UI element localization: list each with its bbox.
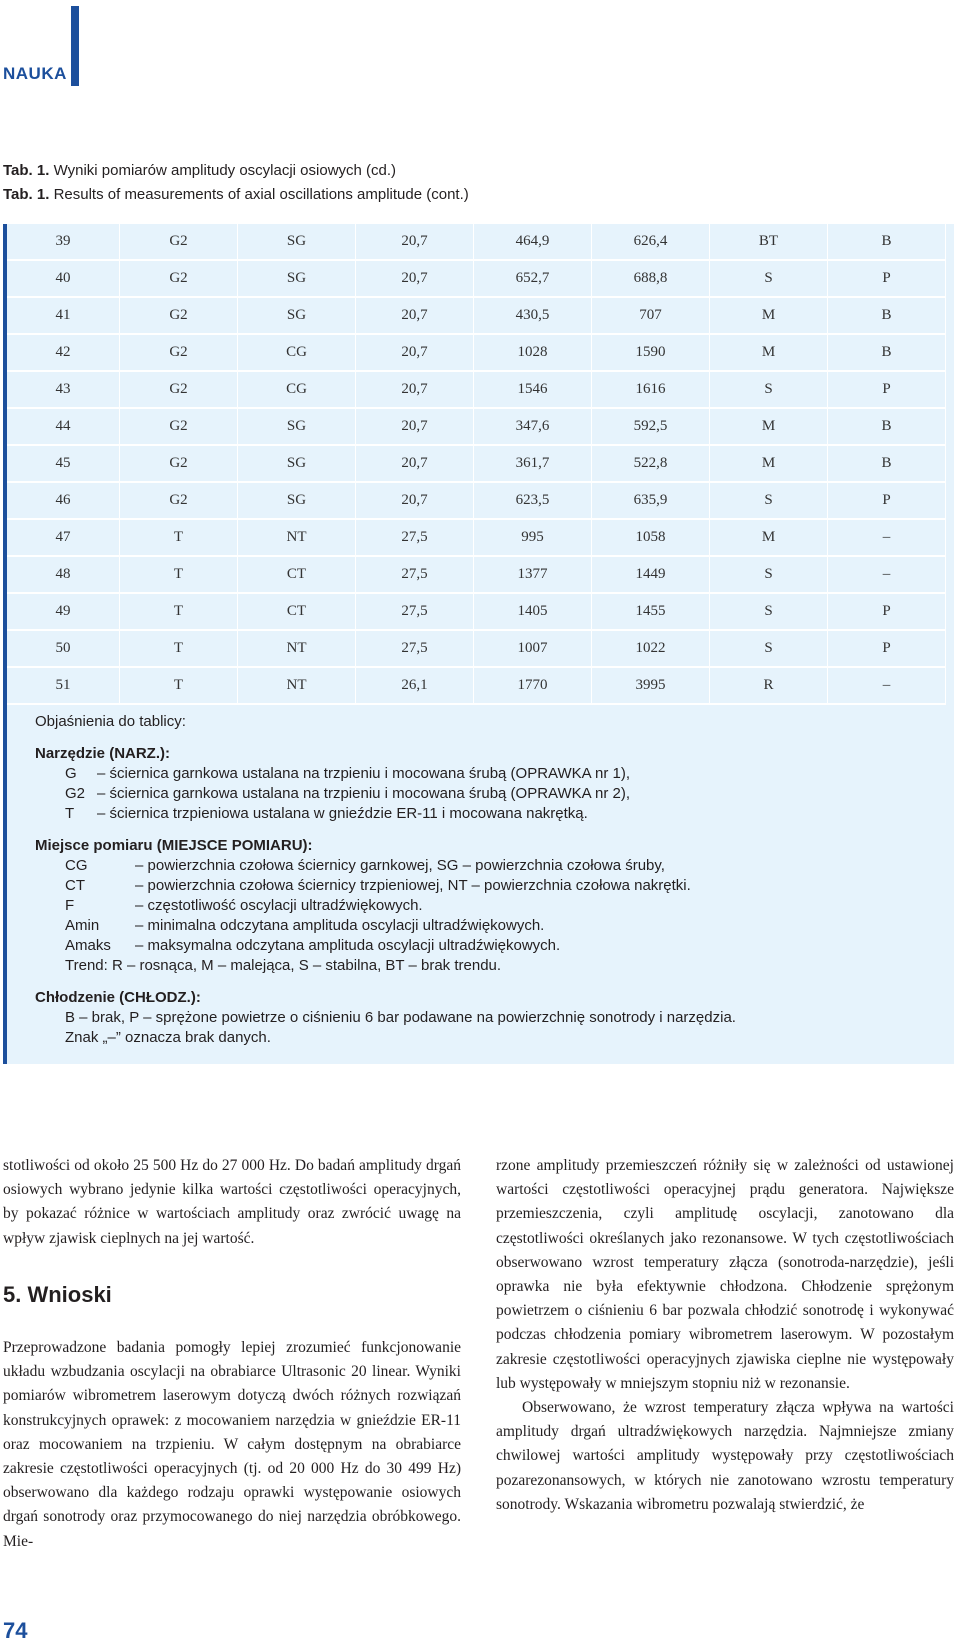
- section-heading: 5. Wnioski: [3, 1282, 112, 1307]
- table-row: [7, 445, 946, 482]
- table-cell: 1022: [592, 630, 710, 667]
- table-cell: M: [710, 519, 828, 556]
- table-cell: 49: [7, 593, 120, 630]
- results-table-body: [7, 224, 946, 704]
- table-row: [7, 297, 946, 334]
- table-row: [7, 224, 946, 260]
- legend-text: – częstotliwość oscylacji ultradźwiękowych.: [135, 897, 423, 914]
- table-caption-pl: [3, 162, 396, 179]
- table-cell: NT: [238, 519, 356, 556]
- legend-place-heading: Miejsce pomiaru (MIEJSCE POMIARU):: [35, 837, 313, 854]
- table-cell: 27,5: [356, 630, 474, 667]
- legend-item: [35, 804, 935, 824]
- caption-text: Results of measurements of axial oscillations amplitude (cont.): [53, 186, 469, 203]
- table-cell: SG: [238, 224, 356, 260]
- table-cell: B: [828, 445, 946, 482]
- table-cell: SG: [238, 297, 356, 334]
- table-cell: 41: [7, 297, 120, 334]
- table-cell: 1058: [592, 519, 710, 556]
- legend-text: – maksymalna odczytana amplituda oscylacji ultradźwiękowych.: [135, 937, 561, 954]
- table-cell: G2: [120, 224, 238, 260]
- results-table: [7, 224, 946, 705]
- legend-text: – ściernica garnkowa ustalana na trzpieniu i mocowana śrubą (OPRAWKA nr 1),: [97, 765, 631, 782]
- legend-item: [35, 764, 935, 784]
- table-cell: 1590: [592, 334, 710, 371]
- table-row: [7, 334, 946, 371]
- table-cell: 20,7: [356, 408, 474, 445]
- legend-trend: Trend: R – rosnąca, M – malejąca, S – stabilna, BT – brak trendu.: [65, 957, 502, 974]
- table-cell: 635,9: [592, 482, 710, 519]
- legend-text: – ściernica garnkowa ustalana na trzpieniu i mocowana śrubą (OPRAWKA nr 2),: [97, 785, 631, 802]
- table-cell: T: [120, 667, 238, 704]
- table-cell: CG: [238, 334, 356, 371]
- table-cell: 46: [7, 482, 120, 519]
- table-cell: 361,7: [474, 445, 592, 482]
- table-row: [7, 593, 946, 630]
- table-cell: 27,5: [356, 519, 474, 556]
- legend-tools-heading: Narzędzie (NARZ.):: [35, 745, 171, 762]
- table-cell: 43: [7, 371, 120, 408]
- left-column-top: [3, 1154, 461, 1251]
- table-cell: 26,1: [356, 667, 474, 704]
- table-cell: NT: [238, 630, 356, 667]
- right-column: [496, 1154, 954, 1517]
- legend-cooling-note: Znak „–” oznacza brak danych.: [65, 1029, 271, 1046]
- table-cell: B: [828, 297, 946, 334]
- results-table-box: [3, 224, 954, 1064]
- table-row: [7, 630, 946, 667]
- legend-text: – powierzchnia czołowa ściernicy garnkowej, SG – powierzchnia czołowa śruby,: [135, 857, 665, 874]
- table-cell: B: [828, 334, 946, 371]
- table-cell: B: [828, 224, 946, 260]
- table-row: [7, 482, 946, 519]
- paragraph: Przeprowadzone badania pomogły lepiej zrozumieć funkcjonowanie układu wzbudzania oscylacji na obrabiarce Ultrasonic 20 linear. Wyniki pomiarów wibrometrem laserowym dotyczą dwóch różnych rozwiązań konstrukcyjnych oprawek: z mocowaniem narzędzia w gnieździe ER-11 oraz mocowaniem na trzpieniu. W całym dostępnym na obrabiarce zakresie częstotliwości operacyjnych (tj. od 20 000 Hz do 30 499 Hz) obserwowano dla każdego rodzaju oprawki występowanie osiowych drgań sonotrody oraz przymocowanego do niej narzędzia obróbkowego. Mie-: [3, 1339, 461, 1550]
- table-cell: 51: [7, 667, 120, 704]
- legend-key: Amin: [65, 917, 100, 934]
- legend-item: [35, 936, 935, 956]
- table-cell: S: [710, 593, 828, 630]
- caption-label: Tab. 1.: [3, 186, 50, 203]
- table-cell: –: [828, 556, 946, 593]
- table-cell: 464,9: [474, 224, 592, 260]
- table-cell: 40: [7, 260, 120, 297]
- header-accent-bar: [71, 6, 79, 86]
- table-cell: 1455: [592, 593, 710, 630]
- table-cell: 44: [7, 408, 120, 445]
- table-cell: G2: [120, 371, 238, 408]
- table-cell: 45: [7, 445, 120, 482]
- table-cell: G2: [120, 260, 238, 297]
- table-cell: G2: [120, 297, 238, 334]
- legend-places-list: [35, 856, 935, 976]
- table-cell: SG: [238, 482, 356, 519]
- table-cell: 1546: [474, 371, 592, 408]
- table-cell: 47: [7, 519, 120, 556]
- table-cell: CG: [238, 371, 356, 408]
- table-cell: M: [710, 297, 828, 334]
- table-row: [7, 408, 946, 445]
- table-cell: T: [120, 593, 238, 630]
- table-cell: S: [710, 630, 828, 667]
- table-cell: NT: [238, 667, 356, 704]
- legend-cooling-heading: Chłodzenie (CHŁODZ.):: [35, 989, 201, 1006]
- table-row: [7, 260, 946, 297]
- table-cell: BT: [710, 224, 828, 260]
- legend-title: Objaśnienia do tablicy:: [35, 713, 186, 730]
- table-cell: 522,8: [592, 445, 710, 482]
- table-row: [7, 371, 946, 408]
- table-cell: 20,7: [356, 260, 474, 297]
- table-cell: 347,6: [474, 408, 592, 445]
- table-cell: S: [710, 371, 828, 408]
- table-cell: 1007: [474, 630, 592, 667]
- table-cell: 3995: [592, 667, 710, 704]
- legend-cooling-line: B – brak, P – sprężone powietrze o ciśnieniu 6 bar podawane na powierzchnię sonotrody i narzędzia.: [65, 1009, 736, 1026]
- legend-key: F: [65, 897, 75, 914]
- table-cell: 688,8: [592, 260, 710, 297]
- legend-item: [35, 876, 935, 896]
- table-cell: 1377: [474, 556, 592, 593]
- left-column-bottom: [3, 1336, 461, 1554]
- table-cell: 20,7: [356, 224, 474, 260]
- table-cell: T: [120, 556, 238, 593]
- table-cell: R: [710, 667, 828, 704]
- page-number: 74: [3, 1618, 28, 1643]
- table-cell: 707: [592, 297, 710, 334]
- table-cell: 430,5: [474, 297, 592, 334]
- table-legend: [35, 712, 935, 1048]
- table-cell: G2: [120, 408, 238, 445]
- legend-item: [35, 916, 935, 936]
- legend-key: Amaks: [65, 937, 111, 954]
- table-row: [7, 519, 946, 556]
- legend-key: G2: [65, 785, 86, 802]
- table-cell: P: [828, 593, 946, 630]
- table-cell: SG: [238, 445, 356, 482]
- table-cell: 39: [7, 224, 120, 260]
- table-cell: 27,5: [356, 556, 474, 593]
- section-label: NAUKA: [3, 64, 67, 83]
- table-cell: P: [828, 260, 946, 297]
- legend-item: [35, 896, 935, 916]
- table-cell: S: [710, 556, 828, 593]
- table-cell: 1616: [592, 371, 710, 408]
- table-cell: 1405: [474, 593, 592, 630]
- table-cell: 1770: [474, 667, 592, 704]
- table-cell: 623,5: [474, 482, 592, 519]
- table-cell: M: [710, 334, 828, 371]
- paragraph: stotliwości od około 25 500 Hz do 27 000 Hz. Do badań amplitudy drgań osiowych wybrano jedynie kilka wartości częstotliwości operacyjnych, by pokazać różnice w wartościach amplitudy oraz zwrócić uwagę na wpływ zjawisk cieplnych na jej wartość.: [3, 1157, 461, 1247]
- table-cell: 995: [474, 519, 592, 556]
- legend-key: CT: [65, 877, 85, 894]
- legend-text: – minimalna odczytana amplituda oscylacji ultradźwiękowych.: [135, 917, 545, 934]
- table-cell: 20,7: [356, 482, 474, 519]
- caption-text: Wyniki pomiarów amplitudy oscylacji osiowych (cd.): [53, 162, 397, 179]
- table-cell: S: [710, 482, 828, 519]
- table-cell: P: [828, 482, 946, 519]
- table-cell: 652,7: [474, 260, 592, 297]
- table-cell: SG: [238, 408, 356, 445]
- caption-label: Tab. 1.: [3, 162, 50, 179]
- legend-item: [35, 856, 935, 876]
- table-row: [7, 556, 946, 593]
- table-cell: S: [710, 260, 828, 297]
- table-cell: 20,7: [356, 334, 474, 371]
- paragraph: rzone amplitudy przemieszczeń różniły się w zależności od ustawionej wartości częstotliwości operacyjnej prądu generatora. Największe przemieszczenia, czyli amplitudę oscylacji, zanotowano dla częstotliwości określanych jako rezonansowe. W tych częstotliwościach obserwowano wzrost temperatury złącza (sonotroda-narzędzie), jeśli oprawka nie była efektywnie chłodzona. Chłodzenie sprężonym powietrzem o ciśnieniu 6 bar pozwala chłodzić sonotrodę i wykonywać podczas chłodzenia pomiary wibrometrem laserowym. W pozostałym zakresie częstotliwości operacyjnych zjawiska cieplne nie występowały lub występowały w mniejszym stopniu niż w rezonansie.: [496, 1157, 954, 1392]
- legend-tools-list: [35, 764, 935, 824]
- table-cell: SG: [238, 260, 356, 297]
- table-cell: 27,5: [356, 593, 474, 630]
- table-cell: 1028: [474, 334, 592, 371]
- table-cell: G2: [120, 445, 238, 482]
- table-cell: 20,7: [356, 297, 474, 334]
- table-cell: 20,7: [356, 371, 474, 408]
- table-cell: –: [828, 519, 946, 556]
- table-cell: M: [710, 445, 828, 482]
- table-cell: 592,5: [592, 408, 710, 445]
- table-cell: T: [120, 630, 238, 667]
- paragraph: Obserwowano, że wzrost temperatury złącza wpływa na wartości amplitudy drgań ultradźwiękowych narzędzia. Najmniejsze zmiany chwilowej wartości amplitudy występowały przy częstotliwościach pozarezonansowych, w których nie zanotowano wzrostu temperatury sonotrody. Wskazania wibrometru pozwalają stwierdzić, że: [496, 1399, 954, 1513]
- table-cell: CT: [238, 593, 356, 630]
- legend-text: – ściernica trzpieniowa ustalana w gnieździe ER-11 i mocowana nakrętką.: [97, 805, 588, 822]
- table-cell: G2: [120, 482, 238, 519]
- table-caption-en: [3, 186, 469, 203]
- table-cell: B: [828, 408, 946, 445]
- table-cell: P: [828, 371, 946, 408]
- table-cell: 1449: [592, 556, 710, 593]
- table-cell: 42: [7, 334, 120, 371]
- legend-key: G: [65, 765, 77, 782]
- table-cell: 50: [7, 630, 120, 667]
- table-cell: G2: [120, 334, 238, 371]
- legend-text: – powierzchnia czołowa ściernicy trzpieniowej, NT – powierzchnia czołowa nakrętki.: [135, 877, 691, 894]
- table-cell: T: [120, 519, 238, 556]
- legend-key: T: [65, 805, 75, 822]
- table-cell: 20,7: [356, 445, 474, 482]
- table-cell: M: [710, 408, 828, 445]
- table-cell: 626,4: [592, 224, 710, 260]
- table-cell: P: [828, 630, 946, 667]
- table-row: [7, 667, 946, 704]
- table-cell: 48: [7, 556, 120, 593]
- table-cell: CT: [238, 556, 356, 593]
- table-cell: –: [828, 667, 946, 704]
- legend-key: CG: [65, 857, 88, 874]
- legend-item: [35, 784, 935, 804]
